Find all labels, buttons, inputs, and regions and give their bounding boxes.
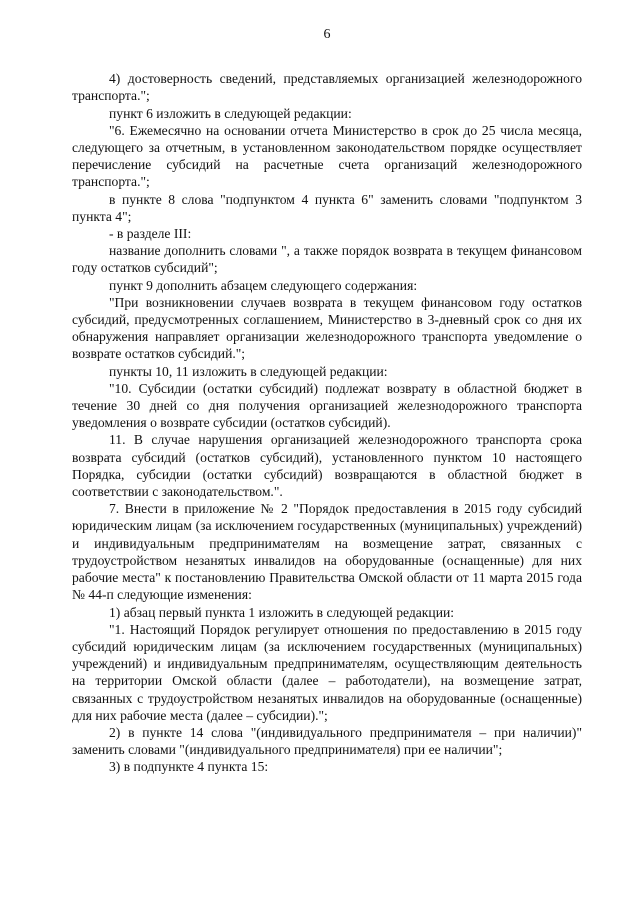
paragraph: "10. Субсидии (остатки субсидий) подлежат возврату в областной бюджет в течение 30 дней со дня получения организацией железнодорожного транспорта уведомления о возврате субсидии (остатков субсидий). xyxy=(72,380,582,431)
paragraph: 3) в подпункте 4 пункта 15: xyxy=(109,759,269,775)
page-number: 6 xyxy=(323,27,331,42)
paragraph: 7. Внести в приложение № 2 "Порядок предоставления в 2015 году субсидий юридическим лицам (за исключением государственных (муниципальных) учреждений) и индивидуальным предпринимателям на возмещение затрат, связанных с трудоустройством незанятых инвалидов на оборудованные (оснащенные) для них рабочие места" к постановлению Правительства Омской области от 11 марта 2015 года № 44-п следующие изменения: xyxy=(72,501,582,603)
paragraph: - в разделе III: xyxy=(109,226,192,242)
paragraph: "При возникновении случаев возврата в текущем финансовом году остатков субсидий, предусмотренных соглашением, Министерство в 3-дневный срок со дня их обнаружения направляет организации железнодорожного транспорта уведомление о возврате остатков субсидий."; xyxy=(72,294,582,362)
paragraph: 2) в пункте 14 слова "(индивидуального предпринимателя – при наличии)" заменить словами "(индивидуального предпринимателя) при ее наличии"; xyxy=(72,724,582,758)
document-page xyxy=(72,26,582,776)
paragraph: 11. В случае нарушения организацией железнодорожного транспорта срока возврата субсидий (остатков субсидий), установленного пунктом 10 настоящего Порядка, субсидии (остатки субсидий) возвращаются в областной бюджет в соответствии с законодательством.". xyxy=(72,432,582,500)
paragraph: в пункте 8 слова "подпунктом 4 пункта 6" заменить словами "подпунктом 3 пункта 4"; xyxy=(72,191,582,224)
paragraph: пункты 10, 11 изложить в следующей редакции: xyxy=(109,363,388,379)
paragraph: 4) достоверность сведений, представляемых организацией железнодорожного транспорта."; xyxy=(72,71,582,104)
paragraph: пункт 6 изложить в следующей редакции: xyxy=(109,105,352,121)
paragraph: пункт 9 дополнить абзацем следующего содержания: xyxy=(109,277,418,293)
paragraph: "1. Настоящий Порядок регулирует отношения по предоставлению в 2015 году субсидий юридическим лицам (за исключением государственных (муниципальных) учреждений) и индивидуальным предпринимателям, осуществляющим деятельность на территории Омской области (далее – работодатели), на возмещение затрат, связанных с трудоустройством незанятых инвалидов на оборудованные (оснащенные) для них рабочие места (далее – субсидии)."; xyxy=(72,621,582,723)
paragraph: название дополнить словами ", а также порядок возврата в текущем финансовом году остатков субсидий"; xyxy=(72,243,582,276)
paragraph: 1) абзац первый пункта 1 изложить в следующей редакции: xyxy=(109,604,455,620)
paragraph: "6. Ежемесячно на основании отчета Министерство в срок до 25 числа месяца, следующего за отчетным, в установленном законодательством порядке осуществляет перечисление субсидий на расчетные счета организаций железнодорожного транспорта."; xyxy=(72,122,582,190)
